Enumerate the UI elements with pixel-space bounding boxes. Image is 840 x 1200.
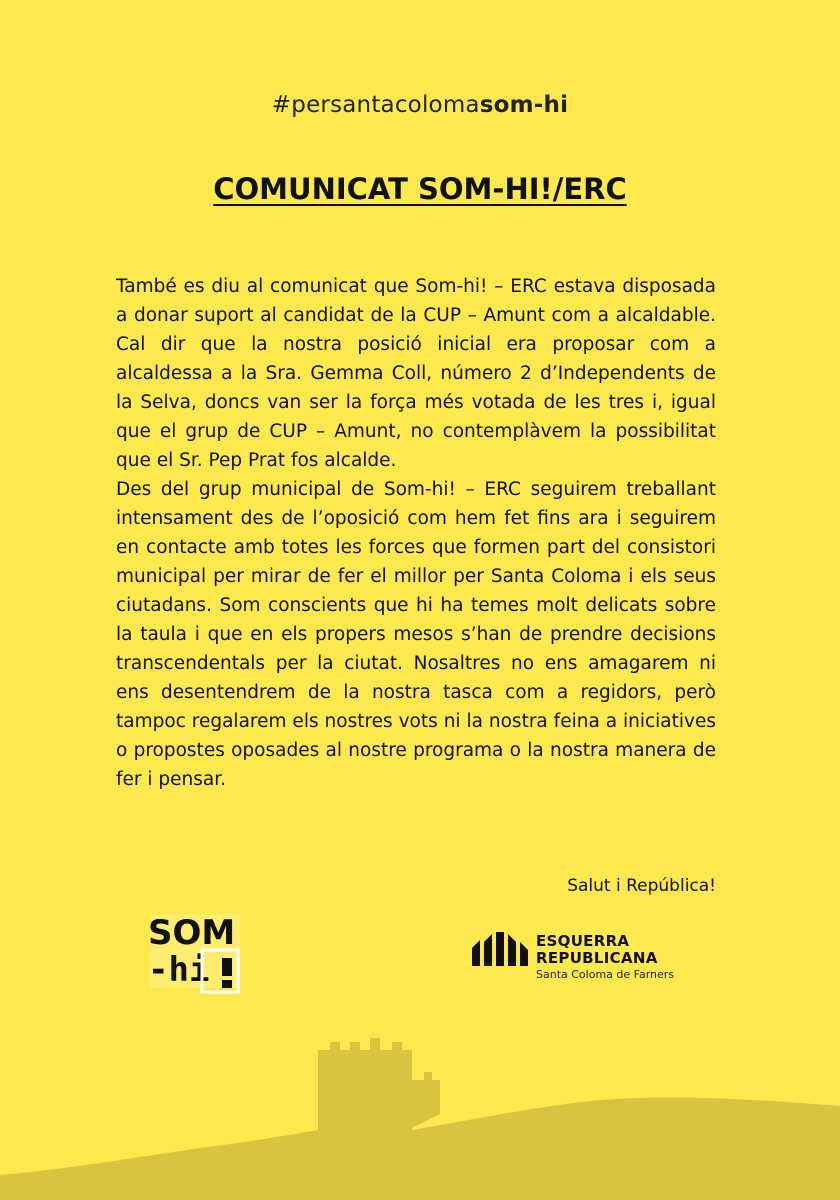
erc-logo: [470, 928, 730, 988]
erc-name-line2: REPUBLICANA: [536, 949, 658, 967]
castle-skyline-illustration: [0, 1010, 840, 1200]
hashtag-bold: som-hi: [479, 92, 569, 118]
erc-name-line1: ESQUERRA: [536, 932, 630, 950]
paragraph-1: També es diu al comunicat que Som-hi! – ERC estava disposada a donar suport al candidat de la CUP – Amunt com a alcaldable. Cal dir que la nostra posició inicial era proposar com a alcaldessa a la Sra. Gemma Coll, número 2 d’Independents de la Selva, doncs van ser la força més votada de les tres i, igual que el grup de CUP – Amunt, no contemplàvem la possibilitat que el Sr. Pep Prat fos alcalde.: [116, 276, 716, 471]
somhi-logo-line2: -hi: [148, 950, 210, 990]
erc-flag-icon: [470, 932, 532, 966]
paragraph-2: Des del grup municipal de Som-hi! – ERC seguirem treballant intensament des de l’oposició com hem fet fins ara i seguirem en contacte amb totes les forces que formen part del consistori municipal per mirar de fer el millor per Santa Coloma i els seus ciutadans. Som conscients que hi ha temes molt delicats sobre la taula i que en els propers mesos s’han de prendre decisions transcendentals per la ciutat. Nosaltres no ens amagarem ni ens desentendrem de la nostra tasca com a regidors, però tampoc regalarem els nostres vots ni la nostra feina a iniciatives o propostes oposades al nostre programa o la nostra manera de fer i pensar.: [116, 479, 716, 790]
closing-line: Salut i República!: [567, 876, 716, 896]
somhi-logo-line1: SOM: [148, 913, 236, 953]
statement-body: [116, 272, 716, 794]
page-title: COMUNICAT SOM-HI!/ERC: [213, 172, 627, 206]
somhi-logo: [140, 906, 250, 996]
hashtag-prefix: #persantacoloma: [271, 92, 480, 118]
hashtag: [0, 92, 840, 118]
erc-location: Santa Coloma de Farners: [536, 968, 675, 981]
